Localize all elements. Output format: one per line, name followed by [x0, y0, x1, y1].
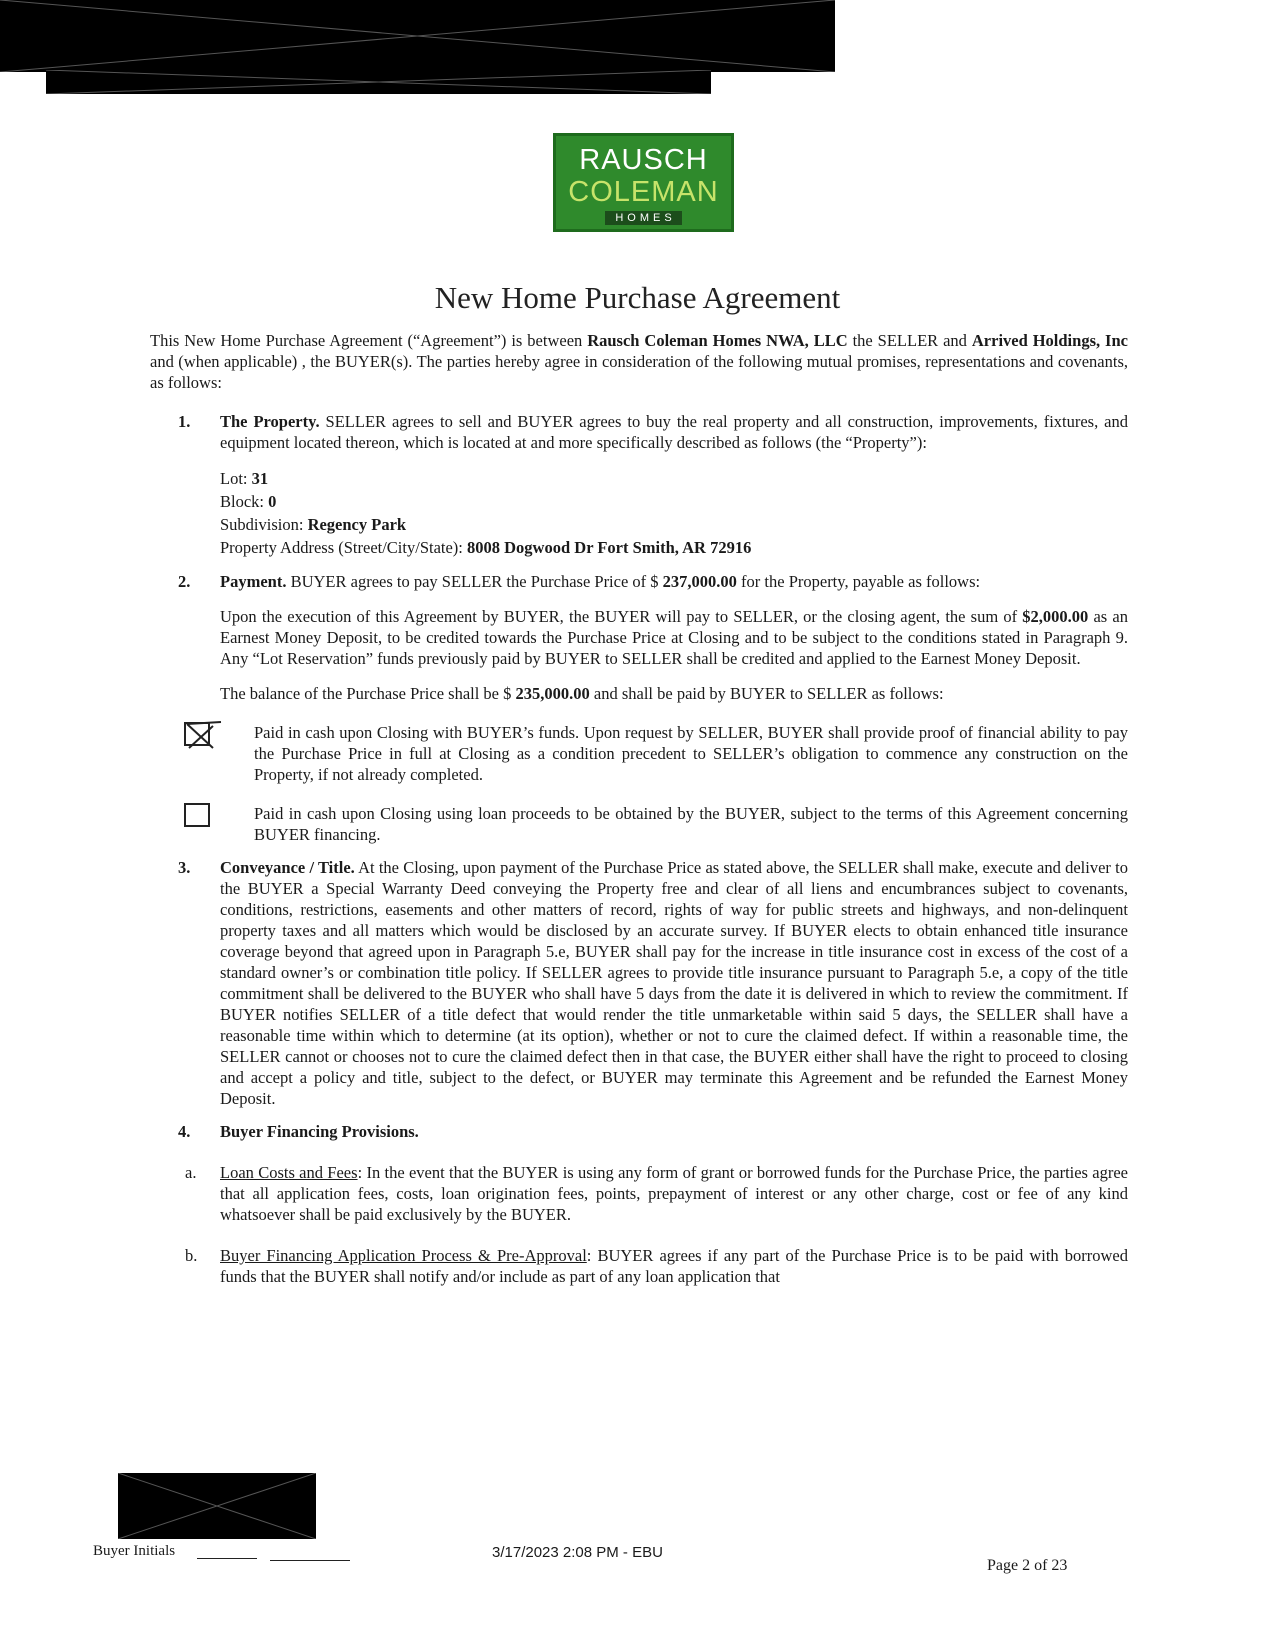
redaction-block-initials — [118, 1473, 316, 1539]
seller-name: Rausch Coleman Homes NWA, LLC — [587, 331, 848, 350]
subdivision-row — [220, 513, 1128, 536]
cash-checkbox[interactable] — [184, 722, 210, 746]
section-heading: Conveyance / Title. — [220, 858, 355, 877]
intro-paragraph — [150, 330, 1128, 393]
loan-option-text: Paid in cash upon Closing using loan proceeds to be obtained by the BUYER, subject to the terms of this Agreement concerning BUYER financing. — [254, 804, 1128, 844]
earnest-amount: $2,000.00 — [1022, 607, 1089, 626]
payment-option-loan — [220, 803, 1128, 845]
earnest-money-paragraph — [220, 606, 1128, 669]
agreement-body — [150, 330, 1128, 1287]
intro-text-2: the SELLER and — [847, 331, 972, 350]
intro-text-1: This New Home Purchase Agreement (“Agreement”) is between — [150, 331, 588, 350]
section-number: 2. — [178, 572, 191, 591]
initials-line-2[interactable] — [270, 1560, 350, 1561]
subsection-preapproval — [150, 1245, 1128, 1287]
lot-row — [220, 467, 1128, 490]
cash-option-text: Paid in cash upon Closing with BUYER’s funds. Upon request by SELLER, BUYER shall provide proof of financial ability to pay the Purchase Price in full at Closing as a condition precedent to SELLER’s obligation to commence any construction on the Property, if not already completed. — [254, 723, 1128, 784]
redaction-block-top — [0, 0, 835, 72]
section-payment — [150, 571, 1128, 845]
intro-text-3: and (when applicable) , the BUYER(s). The parties hereby agree in consideration of the following mutual promises, representations and covenants, as follows: — [150, 352, 1128, 392]
payment-option-cash — [220, 722, 1128, 785]
document-title: New Home Purchase Agreement — [434, 280, 841, 315]
subdivision-label: Subdivision: — [220, 515, 308, 534]
subsection-loan-costs — [150, 1162, 1128, 1225]
lot-value: 31 — [251, 469, 269, 488]
purchase-price: 237,000.00 — [662, 572, 737, 591]
logo-line-1: RAUSCH — [579, 144, 708, 176]
logo-line-3: HOMES — [605, 211, 681, 225]
page-number: Page 2 of 23 — [987, 1557, 1068, 1574]
subdivision-value: Regency Park — [307, 515, 407, 534]
section-number: 4. — [178, 1122, 191, 1141]
earnest-text-2: as an Earnest Money Deposit, to be credited towards the Purchase Price at Closing and to be subject to the conditions stated in Paragraph 9. Any “Lot Reservation” funds previously paid by BUYER to SELLER shall be credited and applied to the Earnest Money Deposit. — [220, 607, 1128, 668]
lot-label: Lot: — [220, 469, 252, 488]
subsection-heading: Loan Costs and Fees — [220, 1163, 358, 1182]
section-property — [150, 411, 1128, 559]
earnest-text-1: Upon the execution of this Agreement by BUYER, the BUYER will pay to SELLER, or the closing agent, the sum of — [220, 607, 1023, 626]
section-heading: Payment. — [220, 572, 287, 591]
address-label: Property Address (Street/City/State): — [220, 538, 468, 557]
balance-amount: 235,000.00 — [515, 684, 590, 703]
company-logo — [553, 133, 734, 232]
financing-heading-row — [220, 1121, 1128, 1142]
subsection-text: : In the event that the BUYER is using any form of grant or borrowed funds for the Purchase Price, the parties agree that all application fees, costs, loan origination fees, points, prepayment of interest or any other charge, cost or fee of any kind whatsoever shall be paid exclusively by the BUYER. — [220, 1163, 1128, 1224]
section-title — [150, 857, 1128, 1109]
redaction-block-top-secondary — [46, 70, 711, 94]
loan-costs-text — [220, 1162, 1128, 1225]
subsection-letter: b. — [185, 1246, 198, 1265]
section-text: At the Closing, upon payment of the Purchase Price as stated above, the SELLER shall make, execute and deliver to the BUYER a Special Warranty Deed conveying the Property free and clear of all liens and encumbrances subject to covenants, conditions, restrictions, easements and other matters of record, rights of way for public streets and highways, and non-delinquent property taxes and all matters which would be disclosed by an accurate survey. If BUYER elects to obtain enhanced title insurance coverage beyond that agreed upon in Paragraph 5.e, BUYER shall pay for the increase in title insurance cost in excess of the cost of a standard owner’s or combination title policy. If SELLER agrees to provide title insurance pursuant to Paragraph 5.e, a copy of the title commitment shall be delivered to the BUYER who shall have 5 days from the date it is delivered in which to review the commitment. If BUYER notifies SELLER of a title defect that would render the title unmarketable within said 5 days, the SELLER shall have a reasonable time within which to determine (at its option), whether or not to cure the claimed defect. If within a reasonable time, the SELLER cannot or chooses not to cure the claimed defect then in that case, the BUYER either shall have the right to proceed to closing and accept a policy and title, subject to the defect, or BUYER may terminate this Agreement and be refunded the Earnest Money Deposit. — [220, 858, 1128, 1108]
buyer-name: Arrived Holdings, Inc — [971, 331, 1128, 350]
balance-text-2: and shall be paid by BUYER to SELLER as follows: — [589, 684, 944, 703]
payment-text — [220, 571, 1128, 592]
section-property-text — [220, 411, 1128, 453]
section-text: SELLER agrees to sell and BUYER agrees to buy the real property and all construction, improvements, fixtures, and equipment located thereon, which is located at and more specifically described as follows (the “Property”): — [220, 412, 1128, 452]
loan-checkbox[interactable] — [184, 803, 210, 827]
section-financing — [150, 1121, 1128, 1142]
balance-text-1: The balance of the Purchase Price shall be $ — [220, 684, 516, 703]
address-row — [220, 536, 1128, 559]
subsection-heading: Buyer Financing Application Process & Pre-Approval — [220, 1246, 587, 1265]
payment-text-2: for the Property, payable as follows: — [736, 572, 981, 591]
payment-text-1: BUYER agrees to pay SELLER the Purchase Price of $ — [286, 572, 663, 591]
conveyance-text — [220, 857, 1128, 1109]
initials-line-1[interactable] — [197, 1558, 257, 1559]
footer-timestamp: 3/17/2023 2:08 PM - EBU — [492, 1544, 663, 1561]
buyer-initials-label: Buyer Initials — [93, 1543, 176, 1559]
balance-paragraph — [220, 683, 1128, 704]
section-number: 1. — [178, 412, 191, 431]
address-value: 8008 Dogwood Dr Fort Smith, AR 72916 — [467, 538, 752, 557]
subsection-text: : BUYER agrees if any part of the Purchase Price is to be paid with borrowed funds that the BUYER shall notify and/or include as part of any loan application that — [220, 1246, 1128, 1286]
preapproval-text — [220, 1245, 1128, 1287]
section-heading: The Property. — [220, 412, 320, 431]
block-row — [220, 490, 1128, 513]
logo-line-2: COLEMAN — [568, 176, 719, 208]
block-label: Block: — [220, 492, 269, 511]
subsection-letter: a. — [185, 1163, 197, 1182]
section-heading: Buyer Financing Provisions. — [220, 1122, 419, 1141]
block-value: 0 — [268, 492, 277, 511]
property-details — [220, 467, 1128, 559]
section-number: 3. — [178, 858, 191, 877]
